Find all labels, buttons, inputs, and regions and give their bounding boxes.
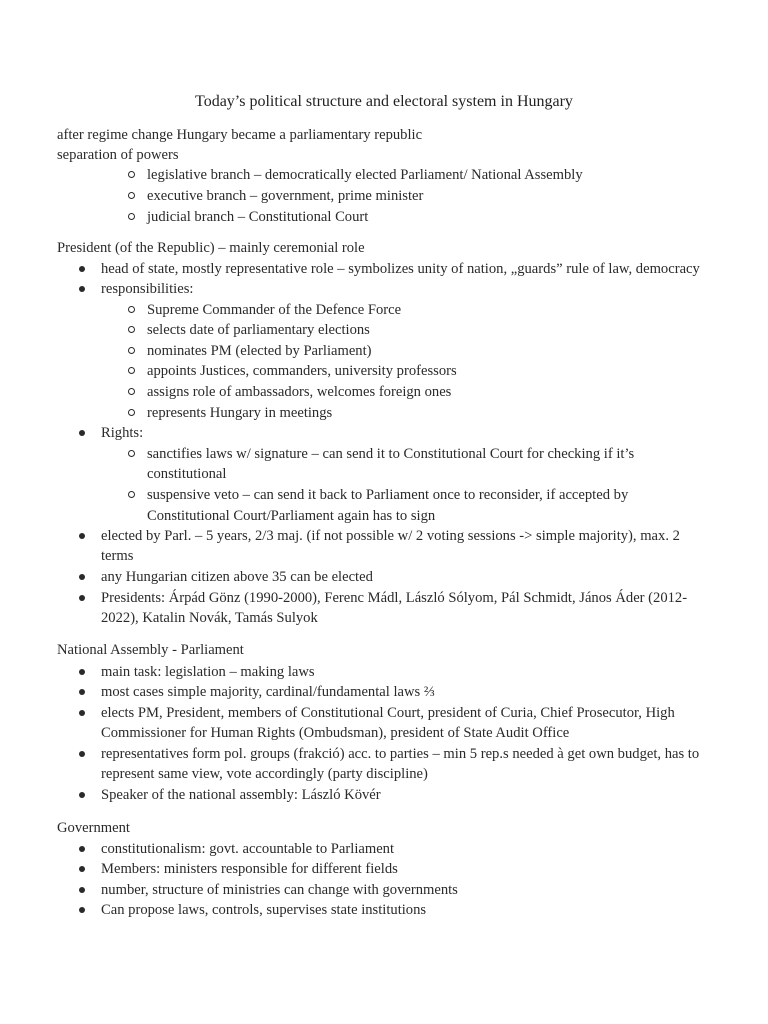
list-item: responsibilities: bbox=[101, 281, 194, 297]
bullet-icon bbox=[79, 567, 85, 587]
document-title: Today’s political structure and electoral system in Hungary bbox=[195, 93, 573, 110]
hollow-bullet-icon bbox=[128, 300, 135, 320]
list-item: Can propose laws, controls, supervises state institutions bbox=[101, 902, 427, 918]
list-item: elects PM, President, members of Constitutional Court, president of Curia, Chief Prosecutor, High bbox=[101, 705, 675, 721]
list-item: main task: legislation – making laws bbox=[101, 664, 315, 680]
list-item: executive branch – government, prime minister bbox=[147, 188, 424, 204]
section-heading: National Assembly - Parliament bbox=[57, 642, 244, 658]
intro-line: separation of powers bbox=[57, 147, 179, 163]
list-item: suspensive veto – can send it back to Parliament once to reconsider, if accepted by bbox=[147, 487, 629, 503]
bullet-icon bbox=[79, 588, 85, 608]
list-item: head of state, mostly representative role – symbolizes unity of nation, „guards” rule of law, democracy bbox=[101, 261, 700, 277]
list-item-continuation: represent same view, vote accordingly (party discipline) bbox=[101, 766, 428, 782]
list-item: assigns role of ambassadors, welcomes foreign ones bbox=[147, 384, 452, 400]
list-item: Rights: bbox=[101, 425, 144, 441]
bullet-icon bbox=[79, 662, 85, 682]
bullet-icon bbox=[79, 900, 85, 920]
section-heading: President (of the Republic) – mainly ceremonial role bbox=[57, 240, 365, 256]
list-item: Members: ministers responsible for different fields bbox=[101, 861, 398, 877]
hollow-bullet-icon bbox=[128, 341, 135, 361]
section-heading: Government bbox=[57, 820, 130, 836]
list-item: elected by Parl. – 5 years, 2/3 maj. (if not possible w/ 2 voting sessions -> simple majority), max. 2 bbox=[101, 528, 680, 544]
list-item: legislative branch – democratically elected Parliament/ National Assembly bbox=[147, 167, 583, 183]
bullet-icon bbox=[79, 682, 85, 702]
list-item-continuation: Commissioner for Human Rights (Ombudsman), president of State Audit Office bbox=[101, 725, 570, 741]
list-item: selects date of parliamentary elections bbox=[147, 322, 370, 338]
list-item: represents Hungary in meetings bbox=[147, 405, 333, 421]
list-item: constitutionalism: govt. accountable to Parliament bbox=[101, 841, 395, 857]
list-item: representatives form pol. groups (frakció) acc. to parties – min 5 rep.s needed à get own budget, has to bbox=[101, 746, 700, 762]
list-item-continuation: 2022), Katalin Novák, Tamás Sulyok bbox=[101, 610, 318, 626]
list-item-continuation: constitutional bbox=[147, 466, 227, 482]
list-item: judicial branch – Constitutional Court bbox=[147, 209, 369, 225]
bullet-icon bbox=[79, 880, 85, 900]
hollow-bullet-icon bbox=[128, 320, 135, 340]
bullet-icon bbox=[79, 279, 85, 299]
list-item: Supreme Commander of the Defence Force bbox=[147, 302, 402, 318]
intro-line: after regime change Hungary became a parliamentary republic bbox=[57, 127, 423, 143]
bullet-icon bbox=[79, 259, 85, 279]
hollow-bullet-icon bbox=[128, 186, 135, 206]
list-item-continuation: terms bbox=[101, 548, 134, 564]
list-item: number, structure of ministries can change with governments bbox=[101, 882, 458, 898]
list-item-continuation: Constitutional Court/Parliament again has to sign bbox=[147, 508, 436, 524]
hollow-bullet-icon bbox=[128, 485, 135, 505]
bullet-icon bbox=[79, 703, 85, 723]
list-item: most cases simple majority, cardinal/fundamental laws ⅔ bbox=[101, 684, 435, 700]
list-item: Speaker of the national assembly: László Kövér bbox=[101, 787, 381, 803]
bullet-icon bbox=[79, 744, 85, 764]
list-item: Presidents: Árpád Gönz (1990-2000), Ferenc Mádl, László Sólyom, Pál Schmidt, János Áder (2012- bbox=[101, 590, 688, 606]
list-item: appoints Justices, commanders, university professors bbox=[147, 363, 457, 379]
bullet-icon bbox=[79, 526, 85, 546]
hollow-bullet-icon bbox=[128, 403, 135, 423]
hollow-bullet-icon bbox=[128, 444, 135, 464]
bullet-icon bbox=[79, 859, 85, 879]
list-item: any Hungarian citizen above 35 can be elected bbox=[101, 569, 373, 585]
bullet-icon bbox=[79, 785, 85, 805]
hollow-bullet-icon bbox=[128, 207, 135, 227]
bullet-icon bbox=[79, 839, 85, 859]
bullet-icon bbox=[79, 423, 85, 443]
hollow-bullet-icon bbox=[128, 361, 135, 381]
list-item: sanctifies laws w/ signature – can send it to Constitutional Court for checking if it’s bbox=[147, 446, 635, 462]
hollow-bullet-icon bbox=[128, 382, 135, 402]
hollow-bullet-icon bbox=[128, 165, 135, 185]
list-item: nominates PM (elected by Parliament) bbox=[147, 343, 372, 359]
